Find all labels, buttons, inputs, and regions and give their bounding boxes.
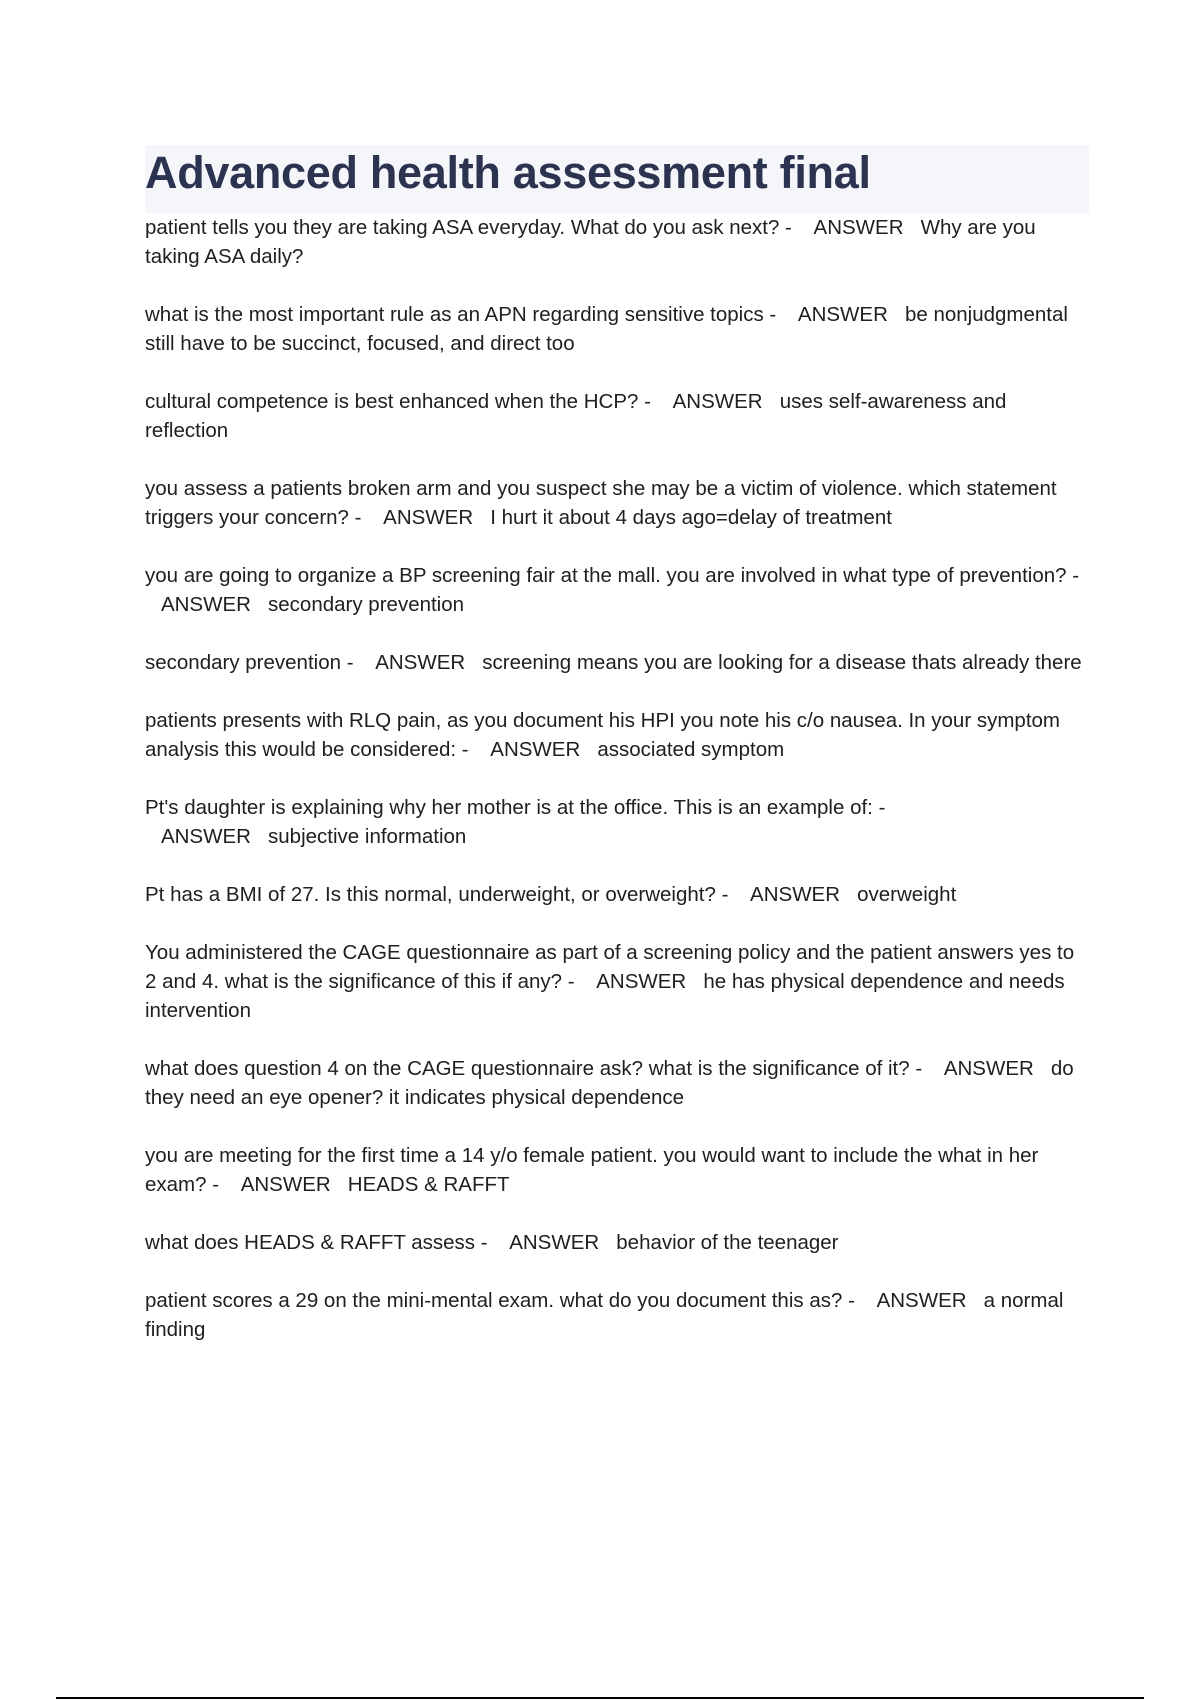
question-text: You administered the CAGE questionnaire as part of a screening policy and the patient answers yes to 2 and 4. what is the significance of this if any? - [145,941,1075,993]
answer-text: HEADS & RAFFT [347,1173,510,1196]
qa-item [145,1286,1089,1344]
answer-text: a normal finding [145,1289,1064,1341]
answer-text: overweight [857,883,957,906]
qa-item [145,1228,1089,1257]
qa-item [145,938,1089,1025]
answer-text: secondary prevention [268,593,465,616]
answer-label: ANSWER [656,390,780,413]
qa-list [145,213,1089,1373]
question-text: patient tells you they are taking ASA everyday. What do you ask next? - [145,216,798,239]
answer-label: ANSWER [781,303,905,326]
question-text: you are meeting for the first time a 14 y/o female patient. you would want to include the what in her exam? - [145,1144,1039,1196]
answer-text: be nonjudgmental still have to be succinct, focused, and direct too [145,303,1068,355]
answer-label: ANSWER [474,738,598,761]
question-text: cultural competence is best enhanced when the HCP? - [145,390,657,413]
qa-item [145,706,1089,764]
qa-item [145,213,1089,271]
question-text: what is the most important rule as an APN regarding sensitive topics - [145,303,782,326]
answer-text: he has physical dependence and needs intervention [145,970,1065,1022]
answer-text: screening means you are looking for a disease thats already there [482,651,1082,674]
answer-text: associated symptom [597,738,785,761]
answer-label: ANSWER [145,825,269,848]
qa-item [145,1141,1089,1199]
answer-label: ANSWER [860,1289,984,1312]
question-text: Pt's daughter is explaining why her mother is at the office. This is an example of: - [145,796,886,819]
answer-text: do they need an eye opener? it indicates physical dependence [145,1057,1074,1109]
qa-item [145,474,1089,532]
answer-label: ANSWER [367,506,491,529]
answer-label: ANSWER [580,970,704,993]
footer-divider [56,1697,1144,1699]
qa-item [145,1054,1089,1112]
qa-item [145,648,1089,677]
qa-item [145,880,1089,909]
answer-label: ANSWER [734,883,858,906]
answer-text: subjective information [268,825,467,848]
answer-label: ANSWER [359,651,483,674]
answer-text: uses self-awareness and reflection [145,390,1007,442]
question-text: patient scores a 29 on the mini-mental exam. what do you document this as? - [145,1289,861,1312]
answer-label: ANSWER [145,593,269,616]
answer-text: I hurt it about 4 days ago=delay of treatment [490,506,892,529]
question-text: you are going to organize a BP screening fair at the mall. you are involved in what type of prevention? - [145,564,1080,587]
qa-item [145,561,1089,619]
answer-text: behavior of the teenager [616,1231,839,1254]
question-text: you assess a patients broken arm and you suspect she may be a victim of violence. which statement triggers your concern? - [145,477,1057,529]
qa-item [145,793,1089,851]
question-text: what does HEADS & RAFFT assess - [145,1231,494,1254]
qa-item [145,300,1089,358]
question-text: secondary prevention - [145,651,360,674]
answer-label: ANSWER [927,1057,1051,1080]
answer-label: ANSWER [493,1231,617,1254]
question-text: what does question 4 on the CAGE questionnaire ask? what is the significance of it? - [145,1057,928,1080]
document-title: Advanced health assessment final [145,147,871,198]
answer-label: ANSWER [224,1173,348,1196]
qa-item [145,387,1089,445]
question-text: Pt has a BMI of 27. Is this normal, underweight, or overweight? - [145,883,735,906]
question-text: patients presents with RLQ pain, as you document his HPI you note his c/o nausea. In your symptom analysis this would be considered: - [145,709,1061,761]
answer-text: Why are you taking ASA daily? [145,216,1036,268]
answer-label: ANSWER [797,216,921,239]
